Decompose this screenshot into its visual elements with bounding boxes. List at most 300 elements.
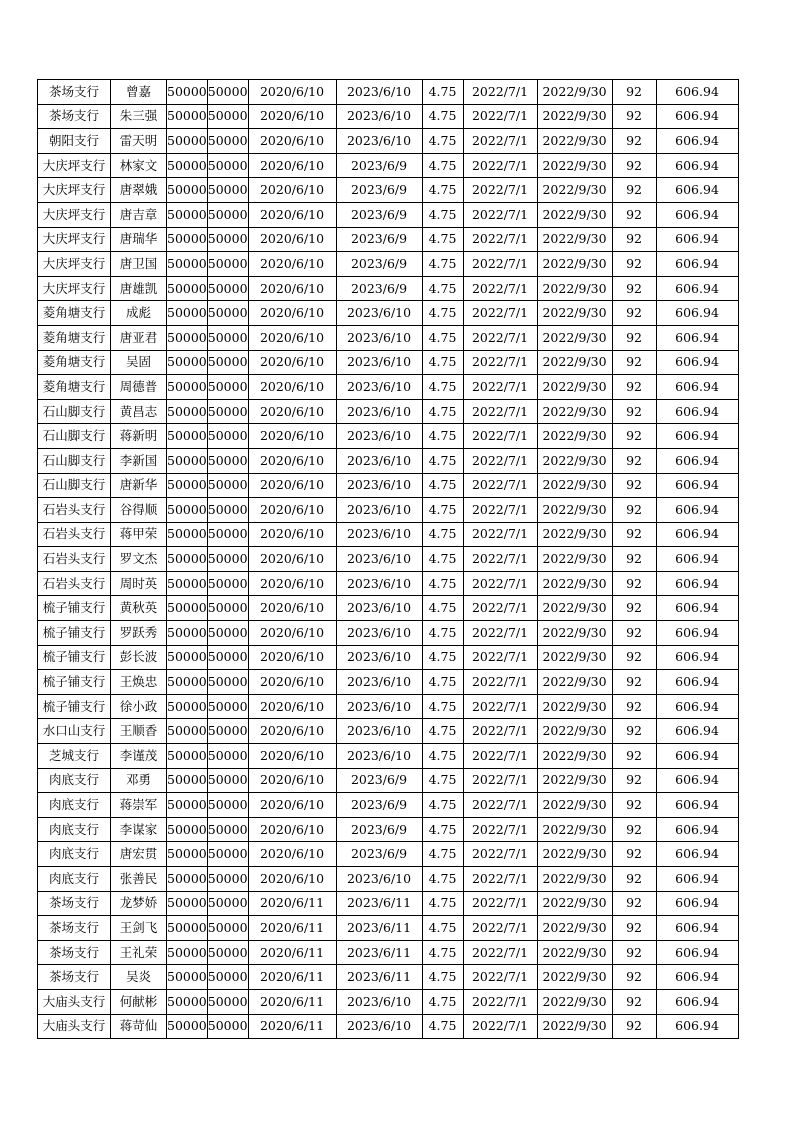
period-end-cell: 2022/9/30 — [537, 965, 612, 990]
days-cell: 92 — [612, 153, 656, 178]
name-cell: 唐宏贯 — [111, 842, 167, 867]
period-start-cell: 2022/7/1 — [463, 350, 537, 375]
interest-cell: 606.94 — [656, 375, 738, 400]
interest-cell: 606.94 — [656, 694, 738, 719]
end-date-cell: 2023/6/10 — [336, 399, 422, 424]
days-cell: 92 — [612, 744, 656, 769]
start-date-cell: 2020/6/10 — [248, 325, 336, 350]
loan-amount-cell: 50000 — [167, 621, 208, 646]
period-end-cell: 2022/9/30 — [537, 129, 612, 154]
rate-cell: 4.75 — [422, 916, 463, 941]
balance-cell: 50000 — [207, 817, 248, 842]
period-end-cell: 2022/9/30 — [537, 596, 612, 621]
balance-cell: 50000 — [207, 965, 248, 990]
start-date-cell: 2020/6/10 — [248, 227, 336, 252]
balance-cell: 50000 — [207, 448, 248, 473]
end-date-cell: 2023/6/10 — [336, 522, 422, 547]
balance-cell: 50000 — [207, 276, 248, 301]
days-cell: 92 — [612, 842, 656, 867]
balance-cell: 50000 — [207, 153, 248, 178]
branch-cell: 茶场支行 — [38, 891, 111, 916]
interest-cell: 606.94 — [656, 547, 738, 572]
branch-cell: 石岩头支行 — [38, 522, 111, 547]
period-start-cell: 2022/7/1 — [463, 891, 537, 916]
branch-cell: 茶场支行 — [38, 80, 111, 105]
period-end-cell: 2022/9/30 — [537, 867, 612, 892]
branch-cell: 梳子铺支行 — [38, 645, 111, 670]
days-cell: 92 — [612, 129, 656, 154]
start-date-cell: 2020/6/10 — [248, 178, 336, 203]
name-cell: 黄昌志 — [111, 399, 167, 424]
table-row — [38, 153, 739, 178]
interest-cell: 606.94 — [656, 227, 738, 252]
period-start-cell: 2022/7/1 — [463, 596, 537, 621]
rate-cell: 4.75 — [422, 891, 463, 916]
interest-cell: 606.94 — [656, 744, 738, 769]
branch-cell: 石岩头支行 — [38, 547, 111, 572]
period-start-cell: 2022/7/1 — [463, 867, 537, 892]
start-date-cell: 2020/6/10 — [248, 867, 336, 892]
table-row — [38, 178, 739, 203]
loan-amount-cell: 50000 — [167, 916, 208, 941]
days-cell: 92 — [612, 891, 656, 916]
table-row — [38, 129, 739, 154]
table-row — [38, 1014, 739, 1039]
period-end-cell: 2022/9/30 — [537, 276, 612, 301]
table-row — [38, 768, 739, 793]
period-start-cell: 2022/7/1 — [463, 202, 537, 227]
days-cell: 92 — [612, 350, 656, 375]
period-start-cell: 2022/7/1 — [463, 670, 537, 695]
name-cell: 李谋家 — [111, 817, 167, 842]
rate-cell: 4.75 — [422, 768, 463, 793]
loan-amount-cell: 50000 — [167, 1014, 208, 1039]
branch-cell: 石山脚支行 — [38, 473, 111, 498]
start-date-cell: 2020/6/10 — [248, 793, 336, 818]
interest-cell: 606.94 — [656, 916, 738, 941]
interest-cell: 606.94 — [656, 670, 738, 695]
loan-table — [37, 79, 739, 1039]
balance-cell: 50000 — [207, 252, 248, 277]
period-start-cell: 2022/7/1 — [463, 793, 537, 818]
period-end-cell: 2022/9/30 — [537, 227, 612, 252]
days-cell: 92 — [612, 989, 656, 1014]
period-end-cell: 2022/9/30 — [537, 202, 612, 227]
end-date-cell: 2023/6/10 — [336, 670, 422, 695]
period-end-cell: 2022/9/30 — [537, 744, 612, 769]
balance-cell: 50000 — [207, 744, 248, 769]
balance-cell: 50000 — [207, 104, 248, 129]
name-cell: 邓勇 — [111, 768, 167, 793]
start-date-cell: 2020/6/10 — [248, 473, 336, 498]
rate-cell: 4.75 — [422, 842, 463, 867]
start-date-cell: 2020/6/10 — [248, 670, 336, 695]
loan-amount-cell: 50000 — [167, 989, 208, 1014]
start-date-cell: 2020/6/10 — [248, 252, 336, 277]
table-row — [38, 80, 739, 105]
period-end-cell: 2022/9/30 — [537, 424, 612, 449]
loan-amount-cell: 50000 — [167, 940, 208, 965]
table-row — [38, 621, 739, 646]
period-start-cell: 2022/7/1 — [463, 227, 537, 252]
balance-cell: 50000 — [207, 129, 248, 154]
days-cell: 92 — [612, 252, 656, 277]
balance-cell: 50000 — [207, 694, 248, 719]
name-cell: 谷得顺 — [111, 498, 167, 523]
start-date-cell: 2020/6/10 — [248, 80, 336, 105]
period-start-cell: 2022/7/1 — [463, 719, 537, 744]
balance-cell: 50000 — [207, 670, 248, 695]
name-cell: 李谨茂 — [111, 744, 167, 769]
start-date-cell: 2020/6/11 — [248, 940, 336, 965]
days-cell: 92 — [612, 178, 656, 203]
loan-amount-cell: 50000 — [167, 301, 208, 326]
rate-cell: 4.75 — [422, 744, 463, 769]
days-cell: 92 — [612, 325, 656, 350]
name-cell: 唐吉章 — [111, 202, 167, 227]
loan-amount-cell: 50000 — [167, 104, 208, 129]
branch-cell: 大庆坪支行 — [38, 178, 111, 203]
rate-cell: 4.75 — [422, 153, 463, 178]
period-start-cell: 2022/7/1 — [463, 80, 537, 105]
interest-cell: 606.94 — [656, 498, 738, 523]
table-row — [38, 965, 739, 990]
start-date-cell: 2020/6/10 — [248, 129, 336, 154]
start-date-cell: 2020/6/10 — [248, 719, 336, 744]
name-cell: 王顺香 — [111, 719, 167, 744]
period-start-cell: 2022/7/1 — [463, 448, 537, 473]
balance-cell: 50000 — [207, 891, 248, 916]
start-date-cell: 2020/6/10 — [248, 547, 336, 572]
days-cell: 92 — [612, 916, 656, 941]
name-cell: 唐雄凯 — [111, 276, 167, 301]
branch-cell: 水口山支行 — [38, 719, 111, 744]
branch-cell: 菱角塘支行 — [38, 350, 111, 375]
start-date-cell: 2020/6/10 — [248, 596, 336, 621]
period-start-cell: 2022/7/1 — [463, 916, 537, 941]
interest-cell: 606.94 — [656, 178, 738, 203]
name-cell: 王剑飞 — [111, 916, 167, 941]
start-date-cell: 2020/6/10 — [248, 621, 336, 646]
days-cell: 92 — [612, 399, 656, 424]
rate-cell: 4.75 — [422, 817, 463, 842]
rate-cell: 4.75 — [422, 104, 463, 129]
branch-cell: 芝城支行 — [38, 744, 111, 769]
period-start-cell: 2022/7/1 — [463, 645, 537, 670]
branch-cell: 梳子铺支行 — [38, 694, 111, 719]
rate-cell: 4.75 — [422, 80, 463, 105]
branch-cell: 大庙头支行 — [38, 1014, 111, 1039]
loan-amount-cell: 50000 — [167, 276, 208, 301]
loan-amount-cell: 50000 — [167, 891, 208, 916]
branch-cell: 菱角塘支行 — [38, 375, 111, 400]
interest-cell: 606.94 — [656, 1014, 738, 1039]
loan-amount-cell: 50000 — [167, 252, 208, 277]
loan-amount-cell: 50000 — [167, 645, 208, 670]
start-date-cell: 2020/6/10 — [248, 744, 336, 769]
branch-cell: 菱角塘支行 — [38, 325, 111, 350]
loan-amount-cell: 50000 — [167, 817, 208, 842]
branch-cell: 肉底支行 — [38, 768, 111, 793]
name-cell: 黄秋英 — [111, 596, 167, 621]
table-row — [38, 842, 739, 867]
name-cell: 彭长波 — [111, 645, 167, 670]
days-cell: 92 — [612, 522, 656, 547]
interest-cell: 606.94 — [656, 793, 738, 818]
rate-cell: 4.75 — [422, 227, 463, 252]
balance-cell: 50000 — [207, 989, 248, 1014]
loan-amount-cell: 50000 — [167, 768, 208, 793]
end-date-cell: 2023/6/10 — [336, 498, 422, 523]
period-start-cell: 2022/7/1 — [463, 989, 537, 1014]
end-date-cell: 2023/6/9 — [336, 202, 422, 227]
loan-table-body — [38, 80, 739, 1039]
end-date-cell: 2023/6/10 — [336, 350, 422, 375]
branch-cell: 肉底支行 — [38, 793, 111, 818]
days-cell: 92 — [612, 817, 656, 842]
days-cell: 92 — [612, 694, 656, 719]
period-end-cell: 2022/9/30 — [537, 325, 612, 350]
balance-cell: 50000 — [207, 325, 248, 350]
period-end-cell: 2022/9/30 — [537, 916, 612, 941]
rate-cell: 4.75 — [422, 252, 463, 277]
branch-cell: 石岩头支行 — [38, 571, 111, 596]
table-row — [38, 227, 739, 252]
period-start-cell: 2022/7/1 — [463, 178, 537, 203]
end-date-cell: 2023/6/9 — [336, 793, 422, 818]
start-date-cell: 2020/6/10 — [248, 399, 336, 424]
end-date-cell: 2023/6/10 — [336, 645, 422, 670]
rate-cell: 4.75 — [422, 448, 463, 473]
interest-cell: 606.94 — [656, 399, 738, 424]
loan-amount-cell: 50000 — [167, 719, 208, 744]
days-cell: 92 — [612, 80, 656, 105]
interest-cell: 606.94 — [656, 989, 738, 1014]
start-date-cell: 2020/6/10 — [248, 424, 336, 449]
period-end-cell: 2022/9/30 — [537, 621, 612, 646]
name-cell: 成彪 — [111, 301, 167, 326]
rate-cell: 4.75 — [422, 1014, 463, 1039]
rate-cell: 4.75 — [422, 719, 463, 744]
period-start-cell: 2022/7/1 — [463, 621, 537, 646]
period-end-cell: 2022/9/30 — [537, 719, 612, 744]
start-date-cell: 2020/6/10 — [248, 202, 336, 227]
days-cell: 92 — [612, 227, 656, 252]
end-date-cell: 2023/6/9 — [336, 276, 422, 301]
balance-cell: 50000 — [207, 1014, 248, 1039]
branch-cell: 石山脚支行 — [38, 448, 111, 473]
name-cell: 曾嘉 — [111, 80, 167, 105]
period-end-cell: 2022/9/30 — [537, 399, 612, 424]
rate-cell: 4.75 — [422, 867, 463, 892]
name-cell: 唐卫国 — [111, 252, 167, 277]
loan-amount-cell: 50000 — [167, 80, 208, 105]
name-cell: 何献彬 — [111, 989, 167, 1014]
branch-cell: 大庙头支行 — [38, 989, 111, 1014]
start-date-cell: 2020/6/10 — [248, 842, 336, 867]
name-cell: 吴固 — [111, 350, 167, 375]
branch-cell: 大庆坪支行 — [38, 153, 111, 178]
period-end-cell: 2022/9/30 — [537, 670, 612, 695]
interest-cell: 606.94 — [656, 522, 738, 547]
start-date-cell: 2020/6/10 — [248, 153, 336, 178]
period-end-cell: 2022/9/30 — [537, 80, 612, 105]
interest-cell: 606.94 — [656, 571, 738, 596]
loan-amount-cell: 50000 — [167, 744, 208, 769]
loan-amount-cell: 50000 — [167, 153, 208, 178]
name-cell: 龙梦娇 — [111, 891, 167, 916]
table-row — [38, 989, 739, 1014]
end-date-cell: 2023/6/10 — [336, 1014, 422, 1039]
table-row — [38, 817, 739, 842]
period-start-cell: 2022/7/1 — [463, 252, 537, 277]
branch-cell: 肉底支行 — [38, 817, 111, 842]
period-start-cell: 2022/7/1 — [463, 744, 537, 769]
end-date-cell: 2023/6/11 — [336, 916, 422, 941]
loan-amount-cell: 50000 — [167, 596, 208, 621]
name-cell: 唐新华 — [111, 473, 167, 498]
branch-cell: 石岩头支行 — [38, 498, 111, 523]
interest-cell: 606.94 — [656, 276, 738, 301]
loan-amount-cell: 50000 — [167, 227, 208, 252]
table-row — [38, 104, 739, 129]
rate-cell: 4.75 — [422, 989, 463, 1014]
start-date-cell: 2020/6/11 — [248, 965, 336, 990]
days-cell: 92 — [612, 276, 656, 301]
period-end-cell: 2022/9/30 — [537, 694, 612, 719]
table-row — [38, 522, 739, 547]
days-cell: 92 — [612, 473, 656, 498]
end-date-cell: 2023/6/10 — [336, 621, 422, 646]
period-start-cell: 2022/7/1 — [463, 276, 537, 301]
branch-cell: 菱角塘支行 — [38, 301, 111, 326]
end-date-cell: 2023/6/10 — [336, 104, 422, 129]
loan-amount-cell: 50000 — [167, 793, 208, 818]
loan-amount-cell: 50000 — [167, 522, 208, 547]
branch-cell: 石山脚支行 — [38, 424, 111, 449]
loan-amount-cell: 50000 — [167, 473, 208, 498]
name-cell: 王礼荣 — [111, 940, 167, 965]
rate-cell: 4.75 — [422, 178, 463, 203]
interest-cell: 606.94 — [656, 80, 738, 105]
period-end-cell: 2022/9/30 — [537, 1014, 612, 1039]
start-date-cell: 2020/6/10 — [248, 448, 336, 473]
name-cell: 罗文杰 — [111, 547, 167, 572]
start-date-cell: 2020/6/10 — [248, 276, 336, 301]
loan-amount-cell: 50000 — [167, 424, 208, 449]
interest-cell: 606.94 — [656, 891, 738, 916]
rate-cell: 4.75 — [422, 129, 463, 154]
end-date-cell: 2023/6/9 — [336, 227, 422, 252]
end-date-cell: 2023/6/10 — [336, 375, 422, 400]
interest-cell: 606.94 — [656, 325, 738, 350]
interest-cell: 606.94 — [656, 202, 738, 227]
end-date-cell: 2023/6/10 — [336, 325, 422, 350]
rate-cell: 4.75 — [422, 522, 463, 547]
start-date-cell: 2020/6/11 — [248, 989, 336, 1014]
name-cell: 周德普 — [111, 375, 167, 400]
start-date-cell: 2020/6/10 — [248, 817, 336, 842]
period-start-cell: 2022/7/1 — [463, 104, 537, 129]
name-cell: 王焕忠 — [111, 670, 167, 695]
period-start-cell: 2022/7/1 — [463, 153, 537, 178]
branch-cell: 石山脚支行 — [38, 399, 111, 424]
start-date-cell: 2020/6/11 — [248, 916, 336, 941]
start-date-cell: 2020/6/10 — [248, 694, 336, 719]
days-cell: 92 — [612, 621, 656, 646]
branch-cell: 茶场支行 — [38, 940, 111, 965]
table-row — [38, 448, 739, 473]
table-row — [38, 645, 739, 670]
name-cell: 雷天明 — [111, 129, 167, 154]
loan-amount-cell: 50000 — [167, 375, 208, 400]
balance-cell: 50000 — [207, 399, 248, 424]
start-date-cell: 2020/6/10 — [248, 498, 336, 523]
period-end-cell: 2022/9/30 — [537, 793, 612, 818]
days-cell: 92 — [612, 448, 656, 473]
end-date-cell: 2023/6/11 — [336, 891, 422, 916]
period-start-cell: 2022/7/1 — [463, 940, 537, 965]
name-cell: 唐亚君 — [111, 325, 167, 350]
branch-cell: 梳子铺支行 — [38, 670, 111, 695]
end-date-cell: 2023/6/10 — [336, 596, 422, 621]
loan-amount-cell: 50000 — [167, 399, 208, 424]
loan-amount-cell: 50000 — [167, 842, 208, 867]
days-cell: 92 — [612, 768, 656, 793]
interest-cell: 606.94 — [656, 424, 738, 449]
period-start-cell: 2022/7/1 — [463, 375, 537, 400]
end-date-cell: 2023/6/10 — [336, 744, 422, 769]
name-cell: 蒋甲荣 — [111, 522, 167, 547]
loan-amount-cell: 50000 — [167, 448, 208, 473]
rate-cell: 4.75 — [422, 621, 463, 646]
days-cell: 92 — [612, 965, 656, 990]
start-date-cell: 2020/6/10 — [248, 571, 336, 596]
days-cell: 92 — [612, 547, 656, 572]
table-row — [38, 719, 739, 744]
period-end-cell: 2022/9/30 — [537, 522, 612, 547]
name-cell: 唐翠娥 — [111, 178, 167, 203]
name-cell: 林家文 — [111, 153, 167, 178]
balance-cell: 50000 — [207, 301, 248, 326]
balance-cell: 50000 — [207, 571, 248, 596]
branch-cell: 大庆坪支行 — [38, 276, 111, 301]
table-row — [38, 301, 739, 326]
table-row — [38, 325, 739, 350]
period-end-cell: 2022/9/30 — [537, 301, 612, 326]
table-row — [38, 252, 739, 277]
start-date-cell: 2020/6/10 — [248, 645, 336, 670]
name-cell: 朱三强 — [111, 104, 167, 129]
loan-amount-cell: 50000 — [167, 202, 208, 227]
period-start-cell: 2022/7/1 — [463, 325, 537, 350]
end-date-cell: 2023/6/10 — [336, 448, 422, 473]
name-cell: 吴炎 — [111, 965, 167, 990]
days-cell: 92 — [612, 498, 656, 523]
name-cell: 唐瑞华 — [111, 227, 167, 252]
period-start-cell: 2022/7/1 — [463, 473, 537, 498]
table-row — [38, 547, 739, 572]
branch-cell: 朝阳支行 — [38, 129, 111, 154]
start-date-cell: 2020/6/11 — [248, 891, 336, 916]
period-end-cell: 2022/9/30 — [537, 989, 612, 1014]
balance-cell: 50000 — [207, 867, 248, 892]
period-end-cell: 2022/9/30 — [537, 817, 612, 842]
interest-cell: 606.94 — [656, 252, 738, 277]
table-row — [38, 399, 739, 424]
interest-cell: 606.94 — [656, 448, 738, 473]
balance-cell: 50000 — [207, 522, 248, 547]
